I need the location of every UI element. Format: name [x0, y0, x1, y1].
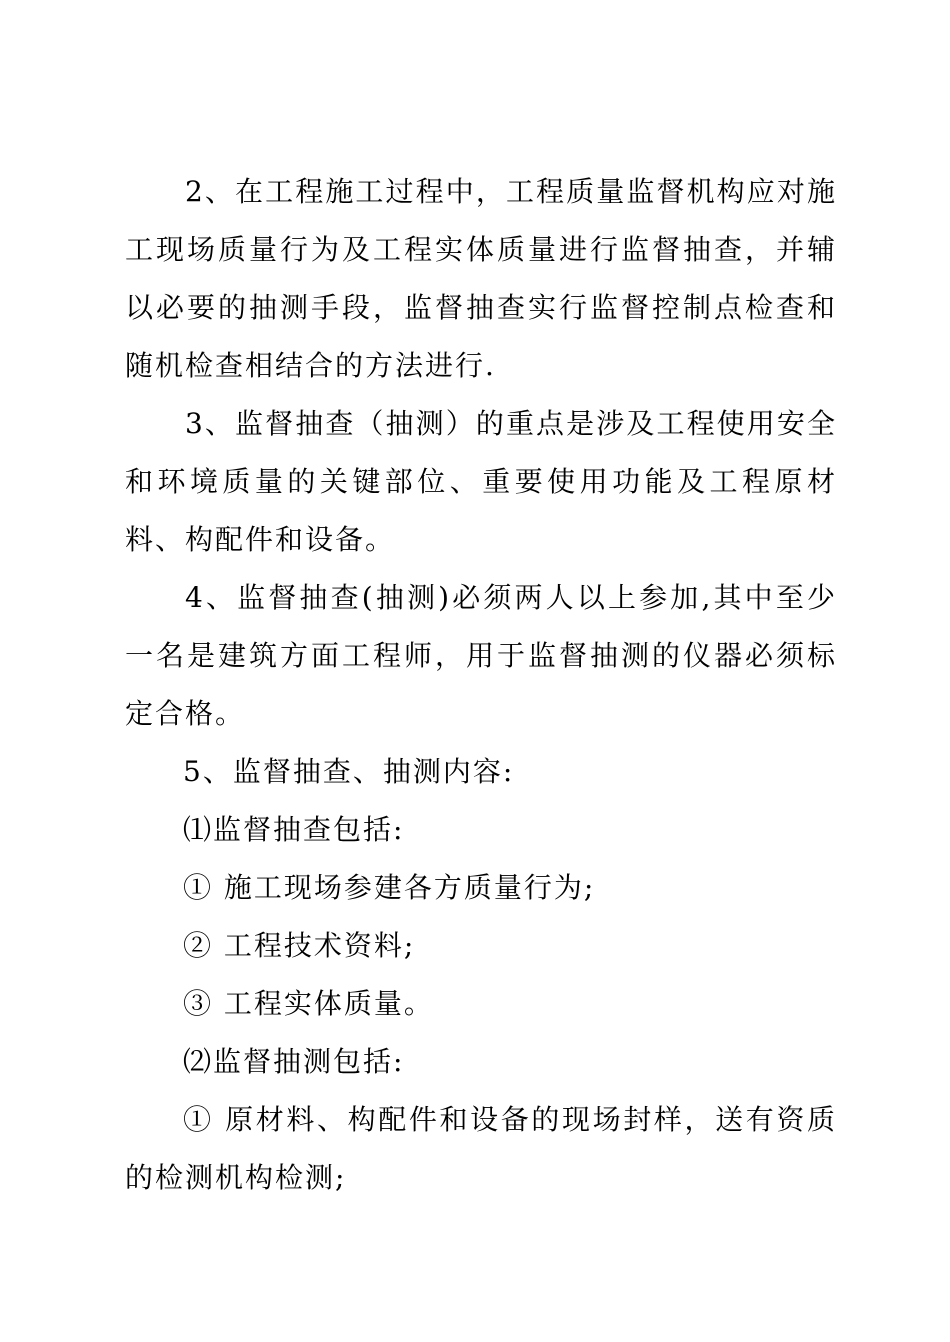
- paragraph-2: 2、在工程施工过程中，工程质量监督机构应对施工现场质量行为及工程实体质量进行监督抽查，并辅以必要的抽测手段，监督抽查实行监督控制点检查和随机检查相结合的方法进行.: [125, 175, 837, 382]
- paragraph-3: 3、监督抽查（抽测）的重点是涉及工程使用安全和环境质量的关键部位、重要使用功能及工程原材料、构配件和设备。: [125, 407, 837, 556]
- inspection-item-2: ② 工程技术资料;: [183, 929, 416, 962]
- document-body: [125, 163, 837, 1207]
- testing-item-1: ① 原材料、构配件和设备的现场封样，送有资质的检测机构检测;: [125, 1103, 837, 1194]
- paragraph-4: 4、监督抽查(抽测)必须两人以上参加,其中至少一名是建筑方面工程师，用于监督抽测的仪器必须标定合格。: [125, 581, 837, 730]
- sub-heading-inspection: ⑴监督抽查包括:: [183, 813, 405, 846]
- inspection-item-1: ① 施工现场参建各方质量行为;: [183, 871, 596, 904]
- section-5-heading: 5、监督抽查、抽测内容:: [183, 755, 515, 788]
- inspection-item-3: ③ 工程实体质量。: [183, 987, 434, 1020]
- sub-heading-testing: ⑵监督抽测包括:: [183, 1045, 405, 1078]
